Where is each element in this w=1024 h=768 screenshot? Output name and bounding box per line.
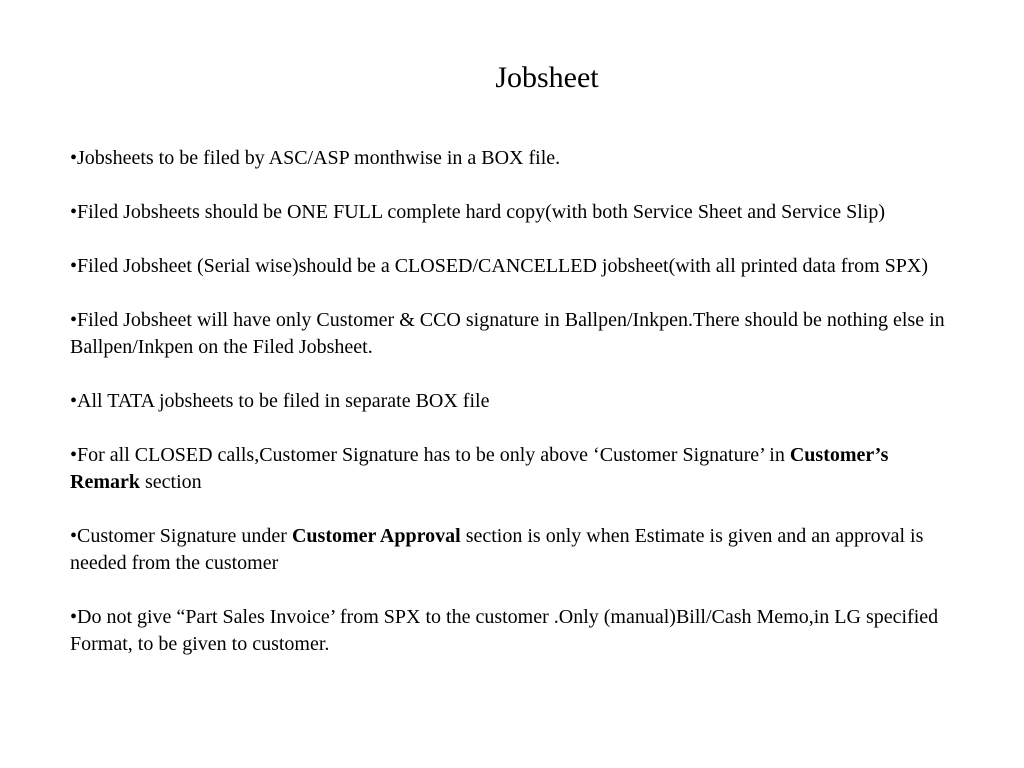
bullet-item: [70, 604, 950, 658]
bullet-item: [70, 442, 950, 496]
slide-title: Jobsheet: [495, 61, 599, 94]
bullet-text: •Customer Signature under: [70, 525, 292, 547]
bullet-item: [70, 523, 950, 577]
bullet-text: •For all CLOSED calls,Customer Signature has to be only above ‘Customer Signature’ in: [70, 444, 790, 466]
bullet-text: •Filed Jobsheets should be ONE FULL complete hard copy(with both Service Sheet and Service Slip): [70, 201, 885, 223]
bullet-text: •Filed Jobsheet (Serial wise)should be a CLOSED/CANCELLED jobsheet(with all printed data from SPX): [70, 255, 928, 277]
bullet-item: [70, 388, 950, 415]
bullet-text: •Filed Jobsheet will have only Customer & CCO signature in Ballpen/Inkpen.There should be nothing else in Ballpen/Inkpen on the Filed Jobsheet.: [70, 309, 945, 358]
bullet-list: [70, 145, 950, 685]
bullet-item: [70, 307, 950, 361]
bullet-item: [70, 253, 950, 280]
bullet-bold-text: Customer’s Remark: [70, 444, 889, 493]
bullet-item: [70, 145, 950, 172]
bullet-text: •Jobsheets to be filed by ASC/ASP monthwise in a BOX file.: [70, 147, 561, 169]
bullet-text-suffix: section: [139, 471, 202, 493]
bullet-text-suffix: section is only when Estimate is given and an approval is needed from the customer: [70, 525, 924, 574]
bullet-bold-text: Customer Approval: [291, 525, 461, 547]
bullet-item: [70, 199, 950, 226]
bullet-text: •All TATA jobsheets to be filed in separate BOX file: [70, 390, 490, 412]
bullet-text: •Do not give “Part Sales Invoice’ from SPX to the customer .Only (manual)Bill/Cash Memo,in LG specified Format, to be given to customer.: [70, 606, 939, 655]
